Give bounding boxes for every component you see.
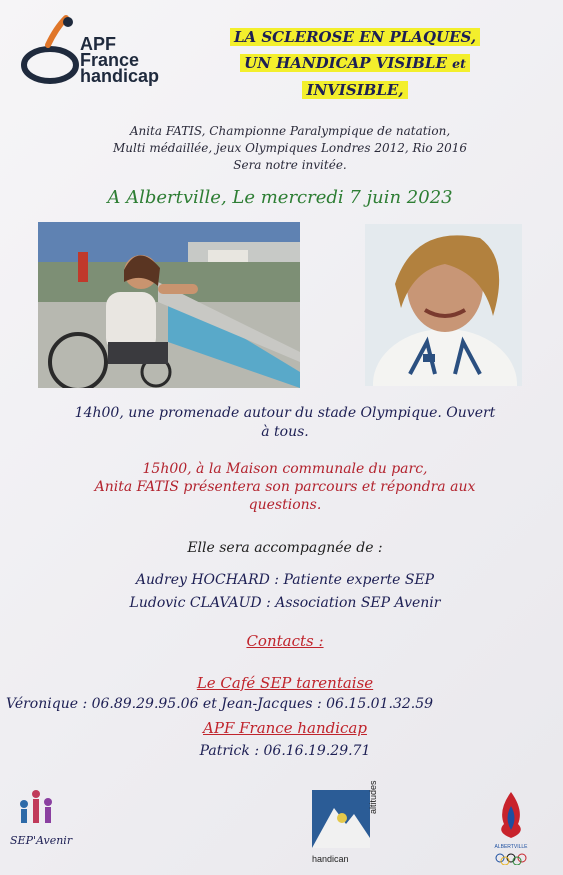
sep-avenir-text: SEP'Avenir bbox=[10, 834, 73, 847]
intro-line-2: Multi médaillée, jeux Olympiques Londres 2012, Rio 2016 bbox=[113, 141, 467, 155]
contacts-heading: Contacts : bbox=[246, 632, 324, 650]
poster-title bbox=[205, 24, 505, 103]
event-date: A Albertville, Le mercredi 7 juin 2023 bbox=[107, 187, 453, 208]
event-walk-line-1: 14h00, une promenade autour du stade Olympique. Ouvert bbox=[74, 405, 496, 421]
companion-2-role: : Association SEP Avenir bbox=[261, 595, 441, 611]
event-walk bbox=[40, 404, 530, 442]
cafe-sep-heading: Le Café SEP tarentaise bbox=[196, 674, 374, 692]
phone-line-veronique-jj: Véronique : 06.89.29.95.06 et Jean-Jacques : 06.15.01.32.59 bbox=[6, 696, 434, 712]
apf-contact-heading: APF France handicap bbox=[203, 719, 367, 737]
wheelchair-photo-image bbox=[38, 222, 300, 388]
photo-portrait bbox=[365, 224, 522, 386]
event-talk-line-3: questions. bbox=[248, 497, 322, 513]
apf-logo bbox=[18, 10, 178, 90]
logo-line-france: France bbox=[80, 50, 140, 70]
olympic-rings-icon bbox=[494, 853, 528, 865]
event-talk-line-1: 15h00, à la Maison communale du parc, bbox=[142, 461, 428, 477]
sep-avenir-figures-icon bbox=[10, 782, 80, 830]
logo-line-apf: APF bbox=[80, 34, 116, 54]
companion-1-role: : Patiente experte SEP bbox=[269, 572, 435, 588]
intro-line-3: Sera notre invitée. bbox=[233, 158, 347, 172]
event-talk-line-2: Anita FATIS présentera son parcours et répondra aux bbox=[94, 479, 476, 495]
title-line-1: LA SCLEROSE EN PLAQUES, bbox=[230, 28, 480, 46]
apf-logo-text bbox=[80, 36, 159, 84]
portrait-photo-image bbox=[365, 224, 522, 386]
altitudes-text: altitudes bbox=[368, 780, 378, 814]
intro-text bbox=[60, 123, 520, 174]
companion-1-name: Audrey HOCHARD bbox=[135, 572, 270, 588]
albertville-text: ALBERTVILLE bbox=[494, 844, 528, 850]
albertville-logo bbox=[488, 790, 534, 870]
companion-2 bbox=[50, 595, 520, 611]
mountain-icon bbox=[312, 790, 370, 848]
logo-line-handicap: handicap bbox=[80, 66, 160, 86]
companion-1 bbox=[50, 572, 520, 588]
intro-line-1: Anita FATIS, Championne Paralympique de natation, bbox=[129, 124, 451, 138]
event-walk-line-2: à tous. bbox=[261, 424, 309, 440]
olympic-flame-icon bbox=[494, 790, 528, 840]
title-line-2: UN HANDICAP VISIBLE bbox=[244, 54, 447, 72]
event-talk bbox=[40, 460, 530, 514]
phone-line-patrick: Patrick : 06.16.19.29.71 bbox=[199, 743, 371, 759]
apf-swirl-icon bbox=[18, 10, 88, 90]
companions-heading: Elle sera accompagnée de : bbox=[187, 540, 383, 556]
handican-logo bbox=[312, 780, 394, 866]
photo-wheelchair bbox=[38, 222, 300, 388]
title-line-3: INVISIBLE, bbox=[302, 81, 407, 99]
companion-2-name: Ludovic CLAVAUD bbox=[129, 595, 262, 611]
handican-text: handican bbox=[312, 854, 349, 864]
sep-avenir-logo bbox=[10, 782, 80, 852]
title-et: et bbox=[452, 56, 466, 71]
